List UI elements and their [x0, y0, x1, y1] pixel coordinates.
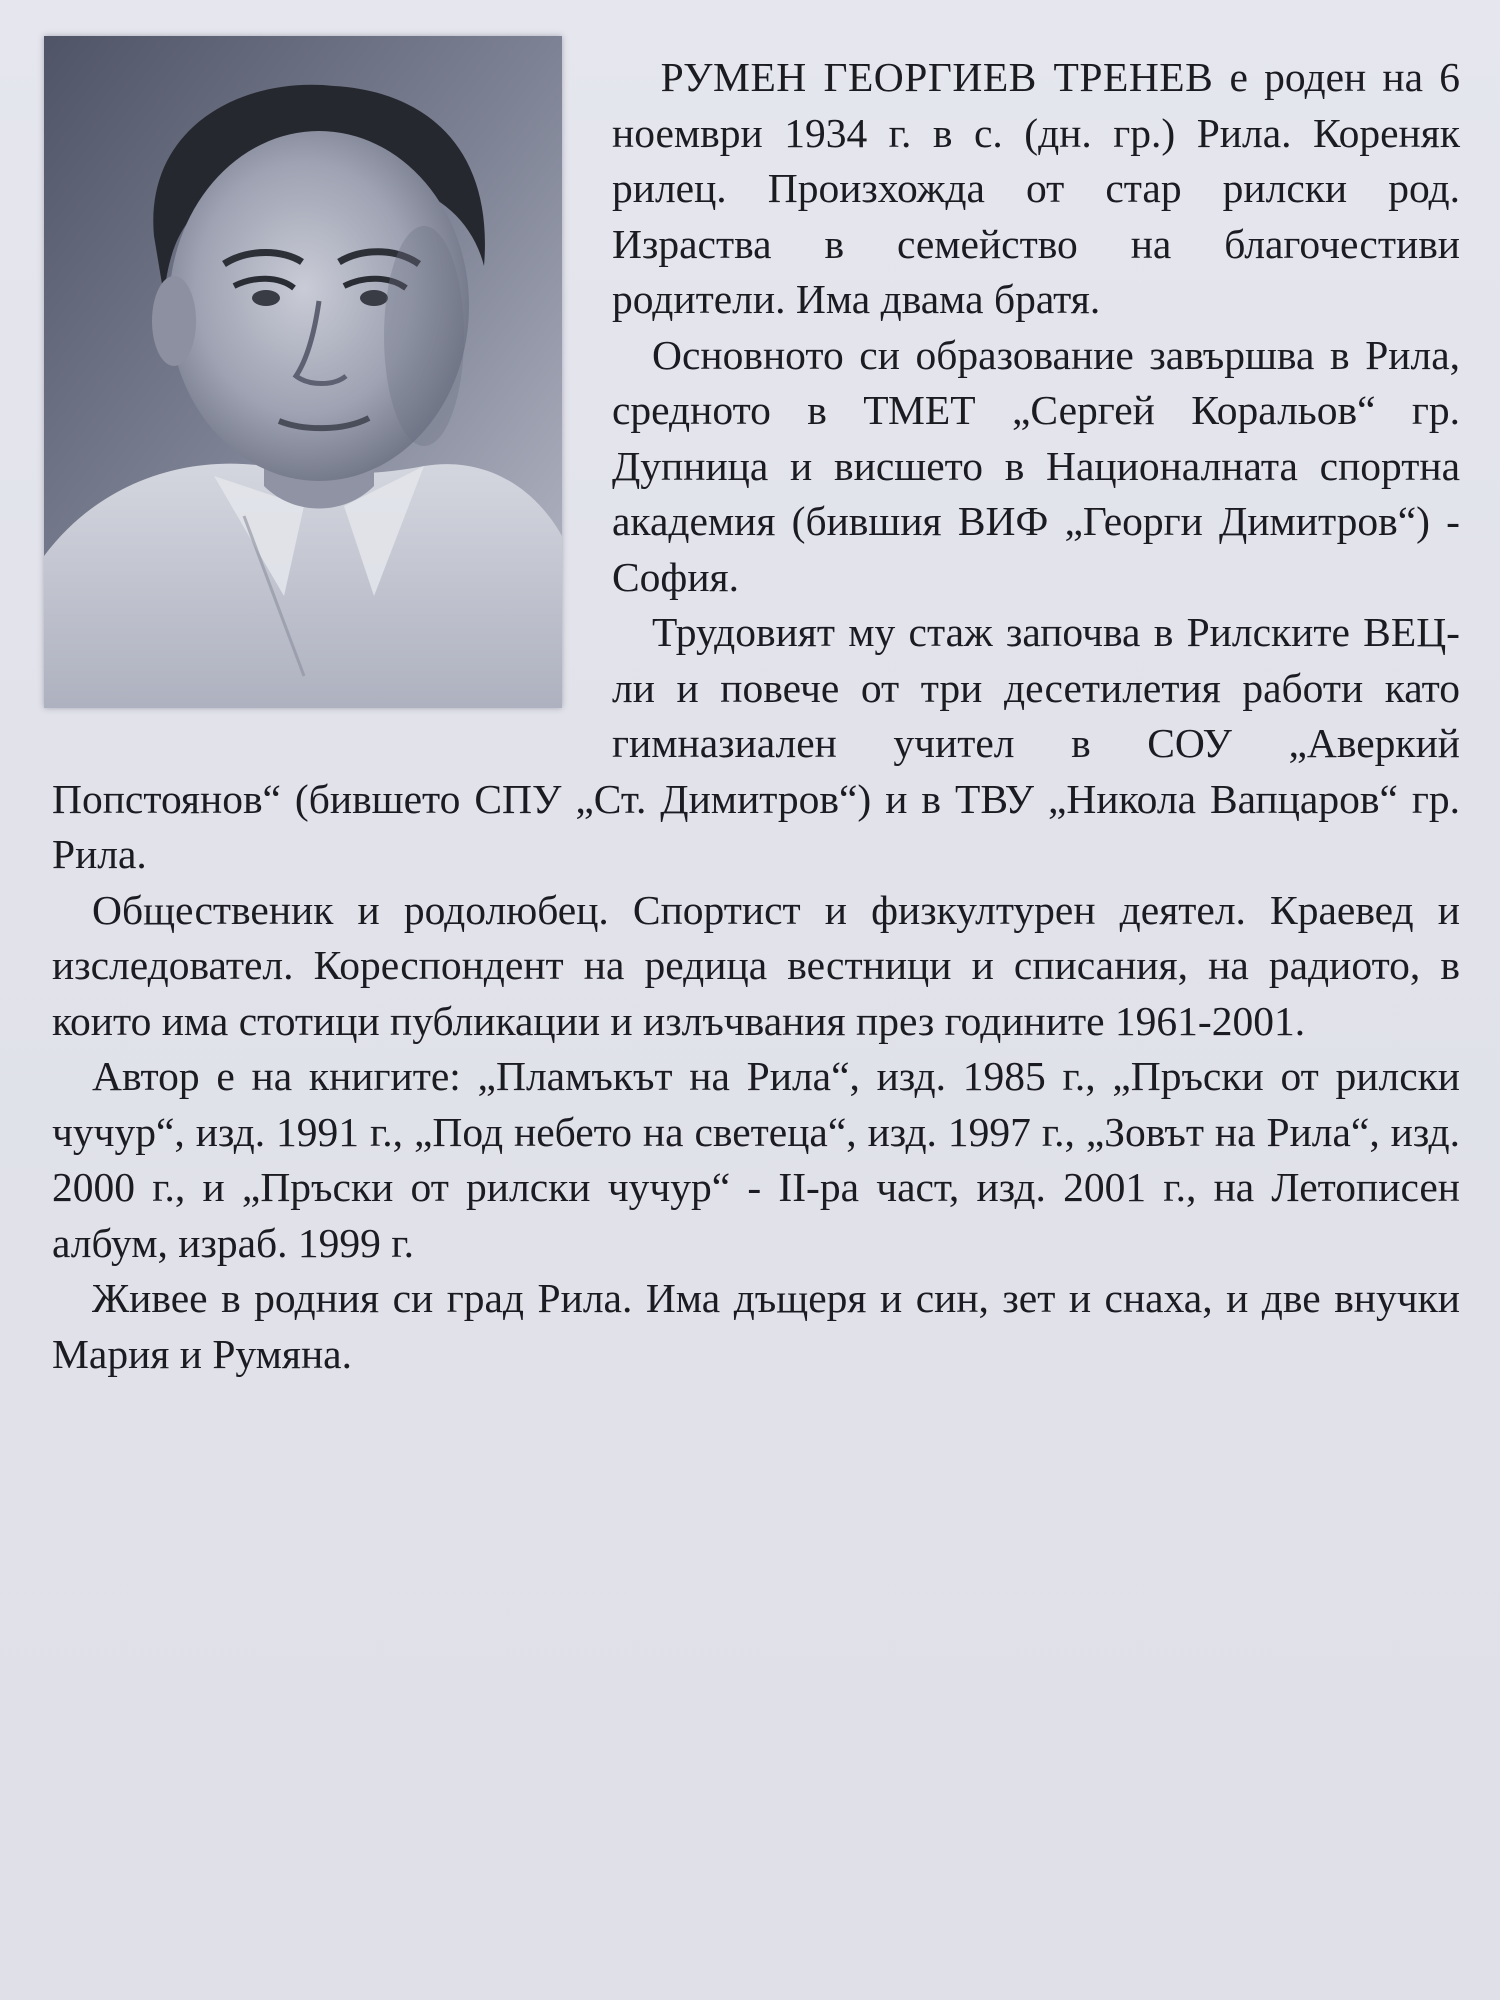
bio-paragraph-6: Живее в родния си град Рила. Има дъщеря и син, зет и снаха, и две внучки Мария и Румяна. — [52, 1275, 1460, 1377]
bio-paragraph-3: Трудовият му стаж започва в Рилските ВЕЦ-ли и повече от три десетилетия работи като гимназиален учител в СОУ „Аверкий Попстоянов“ (бившето СПУ „Ст. Димитров“) и в ТВУ „Никола Вапцаров“ гр. Рила. — [52, 609, 1460, 877]
bio-paragraph-4: Общественик и родолюбец. Спортист и физкултурен деятел. Краевед и изследовател. Кореспондент на редица вестници и списания, на радиото, в които има стотици публикации и излъчвания през годините 1961-2001. — [52, 886, 1460, 1044]
bio-paragraph-1: е роден на 6 ноември 1934 г. в с. (дн. гр.) Рила. Кореняк рилец. Произхожда от стар рилски род. Израства в семейство на благочестиви родители. Има двама братя. — [612, 54, 1460, 322]
bio-paragraph-5: Автор е на книгите: „Пламъкът на Рила“, изд. 1985 г., „Пръски от рилски чучур“, изд. 1991 г., „Под небето на светеца“, изд. 1997 г., „Зовът на Рила“, изд. 2000 г., и „Пръски от рилски чучур“ - II-ра част, изд. 2001 г., на Летописен албум, израб. 1999 г. — [52, 1053, 1460, 1266]
photo-spacer — [52, 50, 612, 730]
bio-paragraph-2: Основното си образование завършва в Рила, средното в ТМЕТ „Сергей Коральов“ гр. Дупница и висшето в Националната спортна академия (бившия ВИФ „Георги Димитров“) - София. — [612, 331, 1460, 600]
author-name: РУМЕН ГЕОРГИЕВ ТРЕНЕВ — [660, 54, 1214, 100]
biography-text — [52, 50, 1460, 1382]
